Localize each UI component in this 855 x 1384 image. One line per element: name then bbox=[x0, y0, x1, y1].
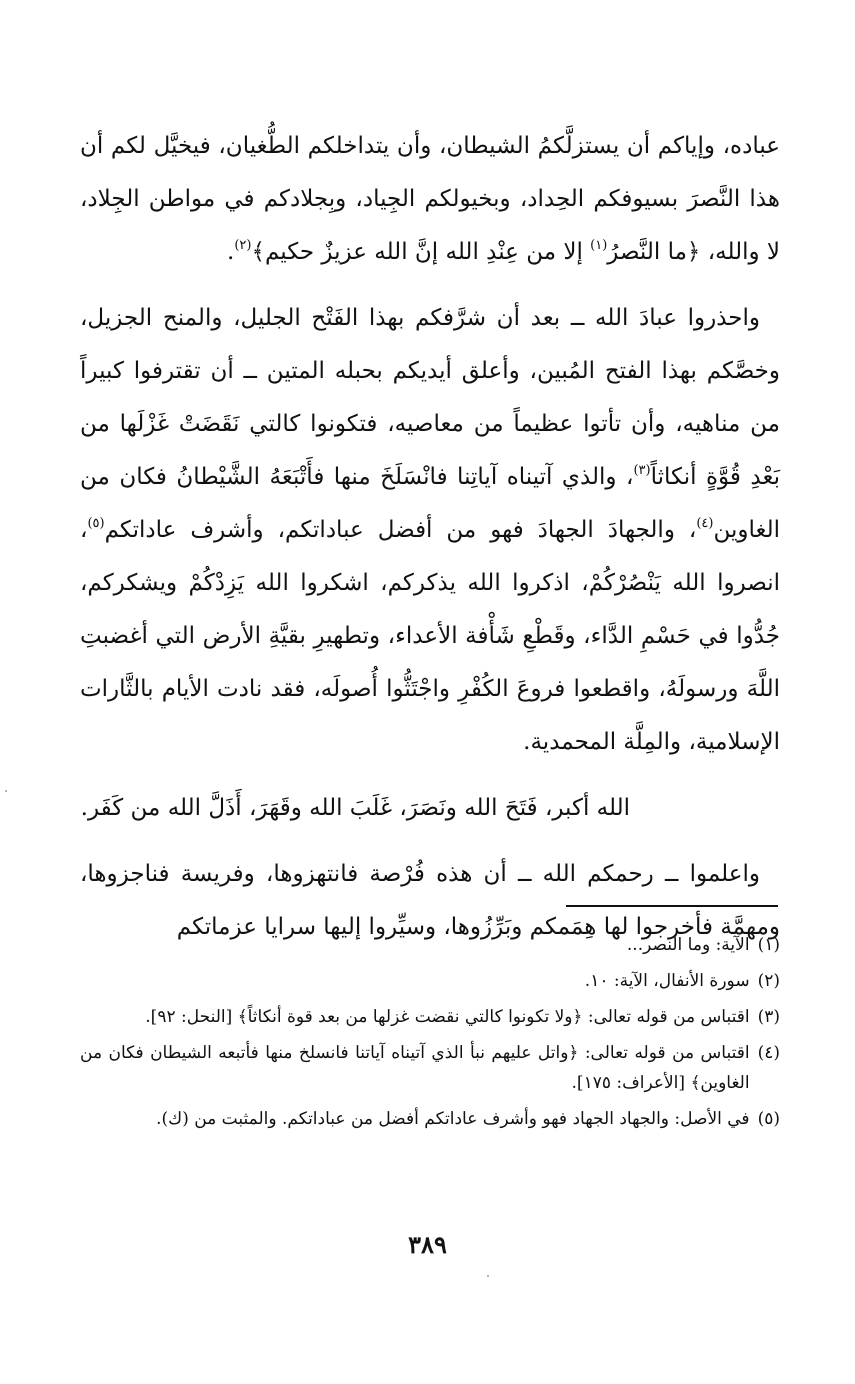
footnote-number: (٤) bbox=[757, 1043, 780, 1063]
footnote-text: في الأصل: والجهاد الجهاد فهو وأشرف عاداتكم أفضل من عباداتكم. والمثبت من (ك). bbox=[156, 1109, 750, 1129]
paper-speck bbox=[487, 1275, 489, 1277]
text-run: ، والجهادَ الجهادَ فهو من أفضل عباداتكم، وأشرف عاداتكم bbox=[104, 517, 697, 543]
footnote-number: (١) bbox=[757, 935, 780, 955]
paragraph-3 bbox=[80, 782, 780, 835]
footnote-item bbox=[80, 930, 780, 960]
text-run: الله أكبر، فَتَحَ الله ونَصَرَ، غَلَبَ الله وقَهَرَ، أَذَلَّ الله من كَفَر. bbox=[80, 795, 630, 821]
footnote-item bbox=[80, 966, 780, 996]
footnote-marker: (٣) bbox=[633, 463, 651, 478]
text-run: عباده، وإياكم أن يستزلَّكمُ الشيطان، وأن يتداخلكم الطُّغيان، فيخيَّل لكم أن هذا النَّصرَ بسيوفكم الحِداد، وبخيولكم الجِياد، وبِجلادكم في مواطن الجِلاد، لا والله، ﴿ما النَّصرُ bbox=[80, 133, 780, 265]
paragraph-1 bbox=[80, 120, 780, 279]
text-run: واحذروا عبادَ الله ــ بعد أن شرَّفكم بهذا الفَتْح الجليل، والمنح الجزيل، وخصَّكم بهذا الفتح المُبين، وأعلق أيديكم بحبله المتين ــ أن تقترفوا كبيراً من مناهيه، وأن تأتوا عظيماً من معاصيه، فتكونوا كالتي نَقَضَتْ غَزْلَها من بَعْدِ قُوَّةٍ أنكاثاً bbox=[80, 305, 780, 490]
footnote-marker: (٤) bbox=[696, 516, 714, 531]
footnote-text: اقتباس من قوله تعالى: ﴿واتل عليهم نبأ الذي آتيناه آياتنا فانسلخ منها فأتبعه الشيطان فكان من الغاوين﴾ [الأعراف: ١٧٥]. bbox=[80, 1043, 750, 1093]
footnote-marker: (٢) bbox=[234, 238, 252, 253]
footnote-item bbox=[80, 1104, 780, 1134]
footnote-text: الآية: وما النصر... bbox=[626, 935, 750, 955]
text-run: ، انصروا الله يَنْصُرْكُمْ، اذكروا الله يذكركم، اشكروا الله يَزِدْكُمْ ويشكركم، جُدُّوا في حَسْمِ الدَّاء، وقَطْعِ شَأْفة الأعداء، وتطهيرِ بقيَّةِ الأرض التي أغضبتِ اللَّهَ ورسولَهُ، واقطعوا فروعَ الكُفْرِ واجْتَثُّوا أُصولَه، فقد نادت الأيام بالثَّارات الإسلامية، والمِلَّة المحمدية. bbox=[80, 517, 780, 755]
footnote-text: اقتباس من قوله تعالى: ﴿ولا تكونوا كالتي نقضت غزلها من بعد قوة أنكاثاً﴾ [النحل: ٩٢]. bbox=[145, 1007, 750, 1027]
paper-speck bbox=[5, 790, 7, 792]
footnote-number: (٥) bbox=[757, 1109, 780, 1129]
page-number: ٣٨٩ bbox=[408, 1230, 447, 1259]
footnote-marker: (٥) bbox=[87, 516, 105, 531]
footnote-text: سورة الأنفال، الآية: ١٠. bbox=[584, 971, 750, 991]
footnote-marker: (١) bbox=[590, 238, 608, 253]
footnote-item bbox=[80, 1002, 780, 1032]
footnote-separator bbox=[566, 905, 778, 907]
footnote-number: (٢) bbox=[757, 971, 780, 991]
main-text bbox=[80, 120, 780, 954]
text-run: إلا من عِنْدِ الله إنَّ الله عزيزٌ حكيم﴾ bbox=[251, 239, 591, 265]
text-run: . bbox=[227, 239, 235, 265]
text-run: واعلموا ــ رحمكم الله ــ أن هذه فُرْصة فانتهزوها، وفريسة فناجزوها، ومهمَّة فأخرجوا لها هِمَمكم وبَرِّزُوها، وسيِّروا إليها سرايا عزماتكم bbox=[80, 861, 780, 940]
footnotes bbox=[80, 930, 780, 1140]
text-run: ، والذي آتيناه آياتِنا فانْسَلَخَ منها فأَتْبَعَهُ الشَّيْطانُ فكان من الغاوين bbox=[80, 464, 780, 543]
paragraph-2 bbox=[80, 292, 780, 769]
footnote-number: (٣) bbox=[757, 1007, 780, 1027]
footnote-item bbox=[80, 1038, 780, 1098]
